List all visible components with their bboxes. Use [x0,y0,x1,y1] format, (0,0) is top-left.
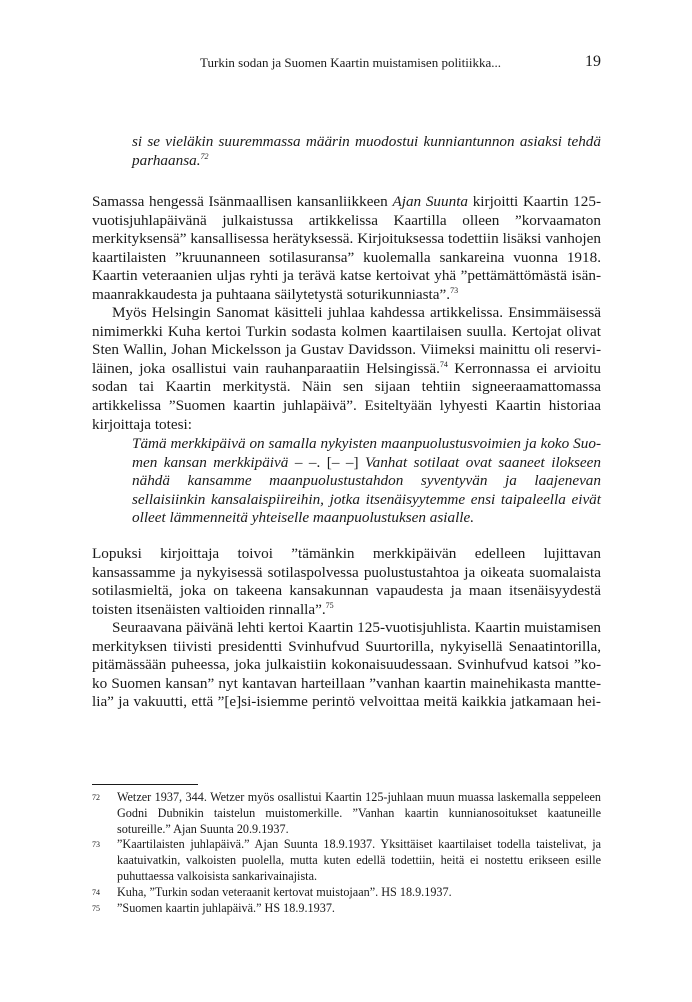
footnote-72 [92,790,601,837]
page-number: 19 [585,53,601,70]
quote-text: Vanhat sotilaat ovat saaneet ilokseen nähdä kansamme maanpuolustustahdon syventyvän ja laajenevan sellaisiinkin kansalaispiireihin, jotka itsenäisyytemme ensi taipaleella eivät olleet lämmenneitä yhteiselle maanpuolustuksen asialle. [132,453,601,527]
footnote-75 [92,901,601,917]
body-paragraph [92,193,601,305]
paragraph-text: Myös Helsingin Sanomat käsitteli juhlaa kahdessa artikkelissa. Ensimmäisessä nimimerkki Kuha kertoi Turkin sodasta kolmen kaartilaisen suulla. Kertojat olivat Sten Wallin, Johan Mickelsson ja Gustav Davidsson. Viimeksi mainittu oli reserviläinen, joka osallistui vain rauhanparaatiin Helsingissä. [92,304,601,377]
paragraph-text: Samassa hengessä Isänmaallisen kansanliikkeen [92,193,393,210]
quote-paragraph [132,435,601,528]
footnotes [92,790,601,916]
paragraph-2 [92,304,601,434]
footnote-text: ”Suomen kaartin juhlapäivä.” HS 18.9.1937. [117,900,335,915]
paragraph-text: Lopuksi kirjoittaja toivoi ”tämänkin merkkipäivän edelleen lujittavan kansassamme ja nykyisessä sotilaspolvessa puolustustahtoa ja oikeata suomalaista sotilasmieltä, joka on takeena kansakunnan vapaudesta ja maan itsenäisyydestä toisten itsenäisten valtioiden rinnalla”. [92,545,601,618]
footnote-ref-75[interactable]: 75 [325,600,334,610]
body-paragraph [92,619,601,712]
quote-paragraph [132,133,601,170]
block-quote-2 [92,435,601,528]
footnote-ref-72[interactable]: 72 [200,151,209,161]
footnote-number: 75 [92,903,100,913]
paragraph-3 [92,545,601,619]
paragraph-4 [92,619,601,712]
paragraph-text: Seuraavana päivänä lehti kertoi Kaartin 125-vuotisjuhlista. Kaartin muistamisen merkityksen tiivisti presidentti Svinhufvud Suurtorilla, nykyisellä Senaatintorilla, pitämässään puheessa, joka julkaistiin kokonaisuudessaan. Svinhufvud katsoi ”koko Suomen kansan” nyt kantavan harteillaan ”vanhan kaartin mainehikasta manttelia” ja vakuutti, että ”[e]si-isiemme perintö velvoittaa meitä kaikkia jatkamaan hei- [92,619,601,711]
footnote-number: 74 [92,887,100,897]
body-paragraph [92,545,601,619]
paragraph-1 [92,193,601,305]
publication-title: Ajan Suunta [392,193,469,210]
footnote-number: 73 [92,840,100,850]
running-title: Turkin sodan ja Suomen Kaartin muistamisen politiikka... [200,55,502,70]
body-paragraph [92,304,601,434]
quote-text: Tämä merkkipäivä on samalla nykyisten maanpuolustusvoimien ja koko Suomen kansan merkkipäivä [132,435,601,471]
footnote-74 [92,885,601,901]
footnote-text: Kuha, ”Turkin sodan veteraanit kertovat muistojaan”. HS 18.9.1937. [117,884,452,899]
footnote-73 [92,837,601,884]
omission-marker: – –. [– –] [294,453,359,471]
footnote-number: 72 [92,793,100,802]
paragraph-text: Kerronnassa ei arvioitu sodan tai Kaartin merkitystä. Näin sen sijaan tehtiin signeeraamattomassa artikkelissa ”Suomen kaartin juhlapäivä”. Esiteltyään lyhyesti Kaartin historiaa kirjoittaja totesi: [92,359,601,433]
footnote-ref-74[interactable]: 74 [439,359,448,369]
page-header [92,55,601,75]
footnote-separator [92,784,198,785]
block-quote-1 [92,133,601,170]
footnote-text: Wetzer 1937, 344. Wetzer myös osallistui Kaartin 125-juhlaan muun muassa laskemalla seppeleen Godni Dubnikin taistelun muistomerkille. ”Vanhan kaartin kunnianosoitukset kaatuneille sotureille.” Ajan Suunta 20.9.1937. [117,790,601,836]
footnote-ref-73[interactable]: 73 [450,285,459,295]
quote-text: si se vieläkin suuremmassa määrin muodostui kunniantunnon asiaksi tehdä parhaansa. [132,133,601,169]
paragraph-text: kirjoitti Kaartin 125-vuotisjuhlapäivänä julkaistussa artikkelissa Kaartilla olleen ”korvaamaton merkityksensä” kansallisessa herätyksessä. Kirjoituksessa todettiin lisäksi vanhojen kaartilaisten ”kruunanneen sotilasuransa” kuolemalla sankareina vuonna 1918. Kaartin veteraanien uljas ryhti ja terävä katse kertoivat yhä ”pettämättömästä isänmaanrakkaudesta ja puhtaana säilytetystä soturikunniasta”. [92,193,601,303]
footnote-text: ”Kaartilaisten juhlapäivä.” Ajan Suunta 18.9.1937. Yksittäiset kaartilaiset todella taistelivat, ja kaatuivatkin, valkoisten puolella, mutta kuten edellä todettiin, heitä ei nostettu erikseen esille puhuttaessa valkoisista sankarivainajista. [117,837,601,883]
